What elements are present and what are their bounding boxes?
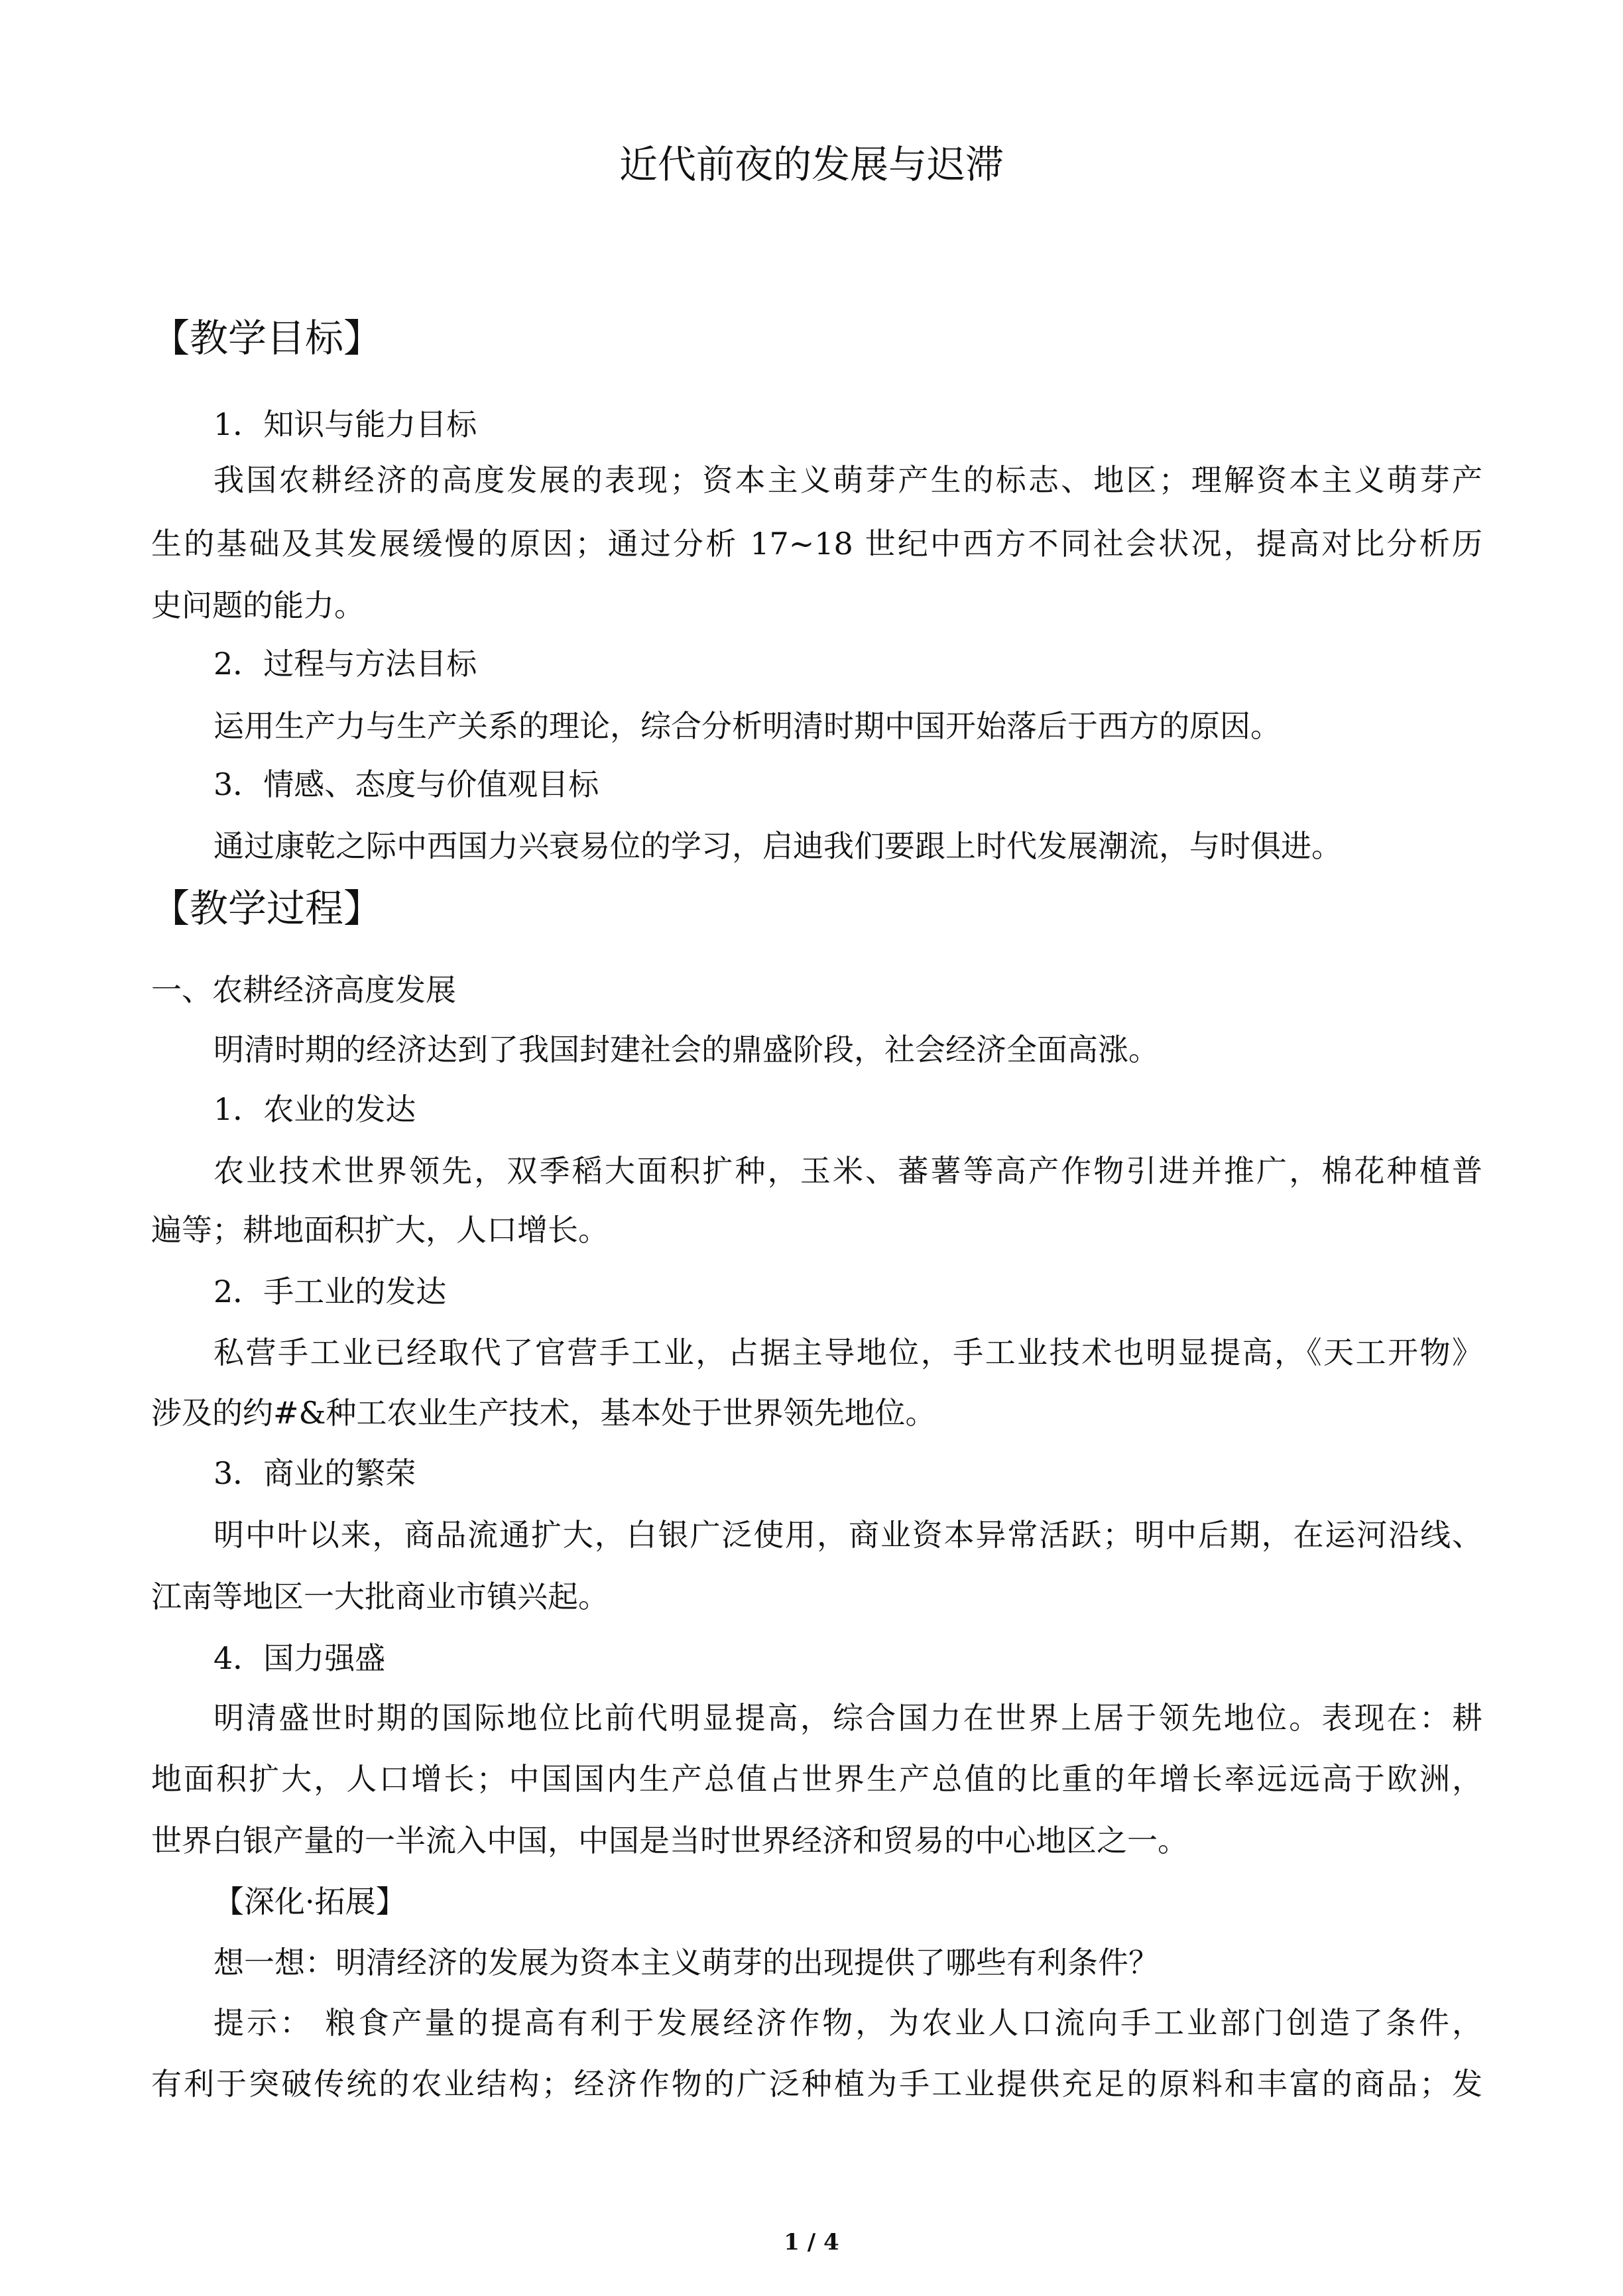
paragraph-line: 有利于突破传统的农业结构；经济作物的广泛种植为手工业提供充足的原料和丰富的商品；发 [151, 2066, 1482, 2102]
subheading-commerce: 3．商业的繁荣 [213, 1455, 416, 1491]
paragraph-line: 明清盛世时期的国际地位比前代明显提高，综合国力在世界上居于领先地位。表现在：耕 [213, 1700, 1482, 1736]
subheading-national-strength: 4．国力强盛 [213, 1640, 386, 1676]
paragraph-line: 遍等；耕地面积扩大，人口增长。 [151, 1212, 609, 1248]
document-title: 近代前夜的发展与迟滞 [619, 142, 1004, 187]
paragraph-line: 江南等地区一大批商业市镇兴起。 [151, 1579, 609, 1614]
paragraph-line: 私营手工业已经取代了官营手工业，占据主导地位，手工业技术也明显提高，《天工开物》 [213, 1335, 1482, 1370]
paragraph-line: 我国农耕经济的高度发展的表现；资本主义萌芽产生的标志、地区；理解资本主义萌芽产 [213, 462, 1482, 498]
section-heading-objectives: 【教学目标】 [151, 316, 383, 361]
paragraph-line: 农业技术世界领先，双季稻大面积扩种，玉米、蕃薯等高产作物引进并推广，棉花种植普 [213, 1153, 1482, 1189]
paragraph-line: 涉及的约#&种工农业生产技术，基本处于世界领先地位。 [151, 1395, 936, 1431]
section-heading-process: 【教学过程】 [151, 886, 383, 931]
hint-line: 提示： 粮食产量的提高有利于发展经济作物，为农业人口流向手工业部门创造了条件， [213, 2005, 1482, 2041]
paragraph-line: 明清时期的经济达到了我国封建社会的鼎盛阶段，社会经济全面高涨。 [213, 1032, 1159, 1067]
subheading-agriculture: 1．农业的发达 [213, 1091, 416, 1127]
subheading-values: 3．情感、态度与价值观目标 [213, 766, 599, 802]
paragraph-line: 史问题的能力。 [151, 587, 365, 623]
subheading-process-method: 2．过程与方法目标 [213, 646, 477, 682]
paragraph-line: 运用生产力与生产关系的理论，综合分析明清时期中国开始落后于西方的原因。 [213, 708, 1281, 744]
paragraph-line: 明中叶以来，商品流通扩大，白银广泛使用，商业资本异常活跃；明中后期，在运河沿线、 [213, 1517, 1482, 1553]
question-line: 想一想：明清经济的发展为资本主义萌芽的出现提供了哪些有利条件？ [213, 1945, 1159, 1980]
paragraph-line: 地面积扩大，人口增长；中国国内生产总值占世界生产总值的比重的年增长率远远高于欧洲， [151, 1761, 1482, 1797]
paragraph-line: 生的基础及其发展缓慢的原因；通过分析 17~18 世纪中西方不同社会状况，提高对比分析历 [151, 526, 1482, 562]
subheading-knowledge: 1．知识与能力目标 [213, 406, 477, 442]
paragraph-line: 通过康乾之际中西国力兴衰易位的学习，启迪我们要跟上时代发展潮流，与时俱进。 [213, 828, 1342, 864]
subheading-deepen-extend: 【深化·拓展】 [213, 1884, 406, 1919]
paragraph-line: 世界白银产量的一半流入中国，中国是当时世界经济和贸易的中心地区之一。 [151, 1823, 1188, 1858]
page-number: 1 / 4 [784, 2229, 839, 2256]
subheading-handicraft: 2．手工业的发达 [213, 1274, 447, 1309]
subheading-agriculture-economy: 一、农耕经济高度发展 [151, 972, 456, 1008]
